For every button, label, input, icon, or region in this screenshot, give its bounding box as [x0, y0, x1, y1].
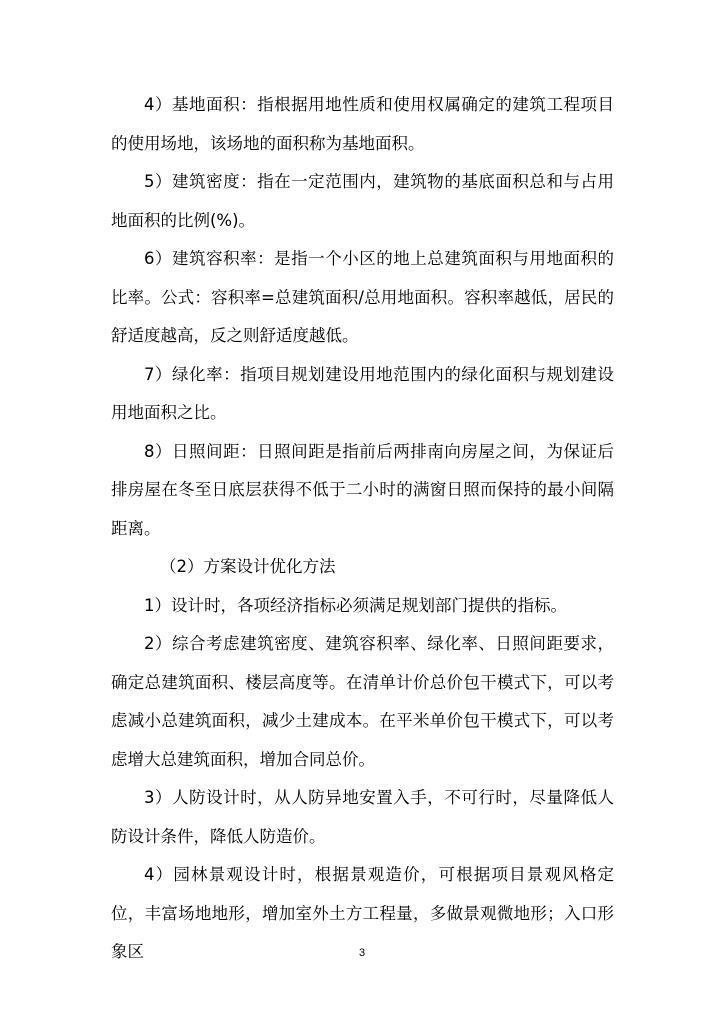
paragraph-optimization-2: 2）综合考虑建筑密度、建筑容积率、绿化率、日照间距要求，确定总建筑面积、楼层高度等。在清单计价总价包干模式下，可以考虑减小总建筑面积，减少土建成本。在平米单价包干模式下，可以考虑增大总建筑面积，增加合同总价。 [111, 634, 614, 769]
paragraph-sunlight-spacing: 8）日照间距：日照间距是指前后两排南向房屋之间，为保证后排房屋在冬至日底层获得不低于二小时的满窗日照而保持的最小间隔距离。 [111, 441, 614, 538]
section-heading-design-optimization: （2）方案设计优化方法 [160, 557, 336, 576]
paragraph-floor-area-ratio: 6）建筑容积率：是指一个小区的地上总建筑面积与用地面积的比率。公式：容积率=总建筑面积/总用地面积。容积率越低，居民的舒适度越高，反之则舒适度越低。 [111, 249, 614, 345]
paragraph-optimization-1: 1）设计时，各项经济指标必须满足规划部门提供的指标。 [144, 595, 567, 615]
paragraph-building-density: 5）建筑密度：指在一定范围内，建筑物的基底面积总和与占用地面积的比例(%)。 [111, 172, 614, 230]
paragraph-optimization-3: 3）人防设计时，从人防异地安置入手，不可行时，尽量降低人防设计条件，降低人防造价。 [111, 788, 614, 846]
document-body [111, 86, 614, 972]
page-number: 3 [358, 947, 366, 959]
paragraph-green-ratio: 7）绿化率：指项目规划建设用地范围内的绿化面积与规划建设用地面积之比。 [111, 364, 614, 422]
paragraph-base-area: 4）基地面积：指根据用地性质和使用权属确定的建筑工程项目的使用场地，该场地的面积称为基地面积。 [111, 95, 614, 153]
paragraph-optimization-4: 4）园林景观设计时，根据景观造价，可根据项目景观风格定位，丰富场地地形，增加室外土方工程量，多做景观微地形；入口形象区 [111, 865, 614, 961]
